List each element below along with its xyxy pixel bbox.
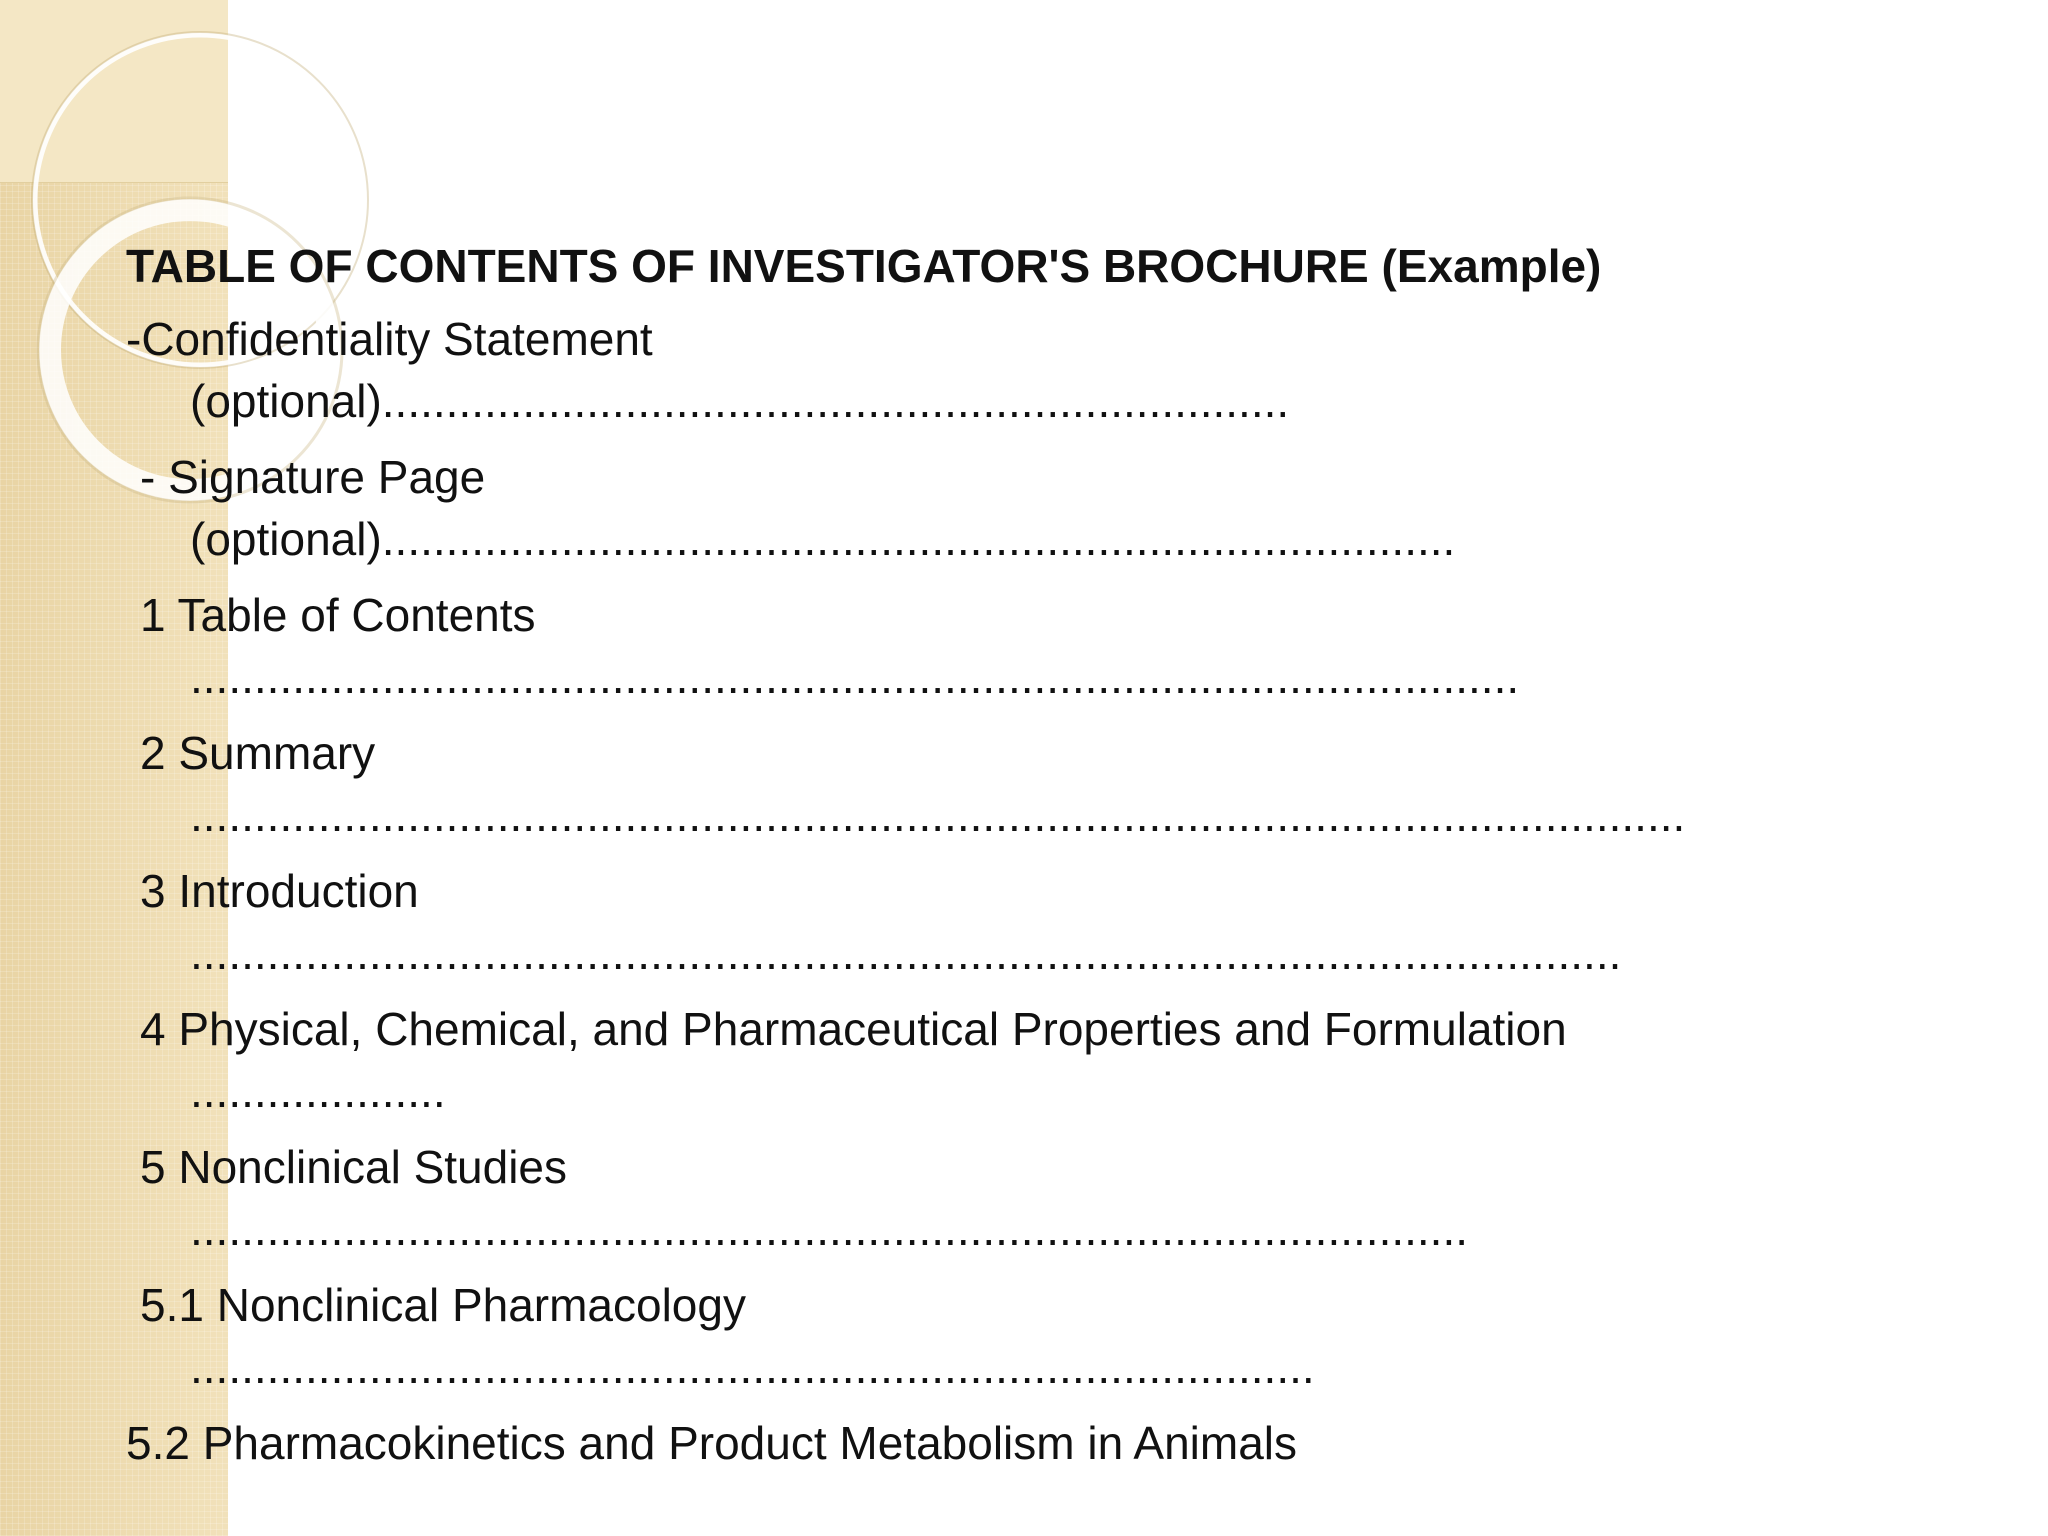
- toc-entry-leader: ................................................................................................................: [190, 927, 1622, 979]
- toc-entry-label: 5.1 Nonclinical Pharmacology: [140, 1279, 746, 1331]
- toc-entry: [126, 998, 1986, 1122]
- toc-entry-label: 3 Introduction: [140, 865, 419, 917]
- toc-entry-label: 5.2 Pharmacokinetics and Product Metabolism in Animals: [126, 1417, 1298, 1469]
- toc-entry-label: 1 Table of Contents: [140, 589, 536, 641]
- toc-entry-leader: ........................................................................................................: [190, 651, 1520, 703]
- toc-entry-leader: .....................................................................................................................: [190, 789, 1686, 841]
- toc-entry: [126, 584, 1986, 708]
- toc-entry-label: 5 Nonclinical Studies: [140, 1141, 568, 1193]
- corner-decorative-block: [0, 0, 228, 183]
- toc-entry-leader: ....................: [190, 1065, 446, 1117]
- toc-entry-label: 4 Physical, Chemical, and Pharmaceutical Properties and Formulation: [140, 1003, 1567, 1055]
- toc-entry-leader: ....................................................................................................: [190, 1203, 1469, 1255]
- toc-entry: [126, 722, 1986, 846]
- toc-entry-label: 2 Summary: [140, 727, 376, 779]
- toc-entry: [126, 860, 1986, 984]
- toc-entry-leader: (optional)....................................................................................: [190, 513, 1456, 565]
- toc-entry: [126, 1136, 1986, 1260]
- toc-entry: [126, 1274, 1986, 1398]
- toc-entry: [126, 446, 1986, 570]
- toc-entry: [126, 308, 1986, 432]
- toc-entry-leader: (optional).......................................................................: [190, 375, 1290, 427]
- toc-entry-label: - Signature Page: [140, 451, 486, 503]
- toc-entry-leader: ........................................................................................: [190, 1341, 1315, 1393]
- toc-entry-label: -Confidentiality Statement: [126, 313, 653, 365]
- page-title: TABLE OF CONTENTS OF INVESTIGATOR'S BROCHURE (Example): [126, 240, 1602, 292]
- toc-entry: [126, 1412, 1986, 1474]
- toc-container: [126, 236, 1986, 1488]
